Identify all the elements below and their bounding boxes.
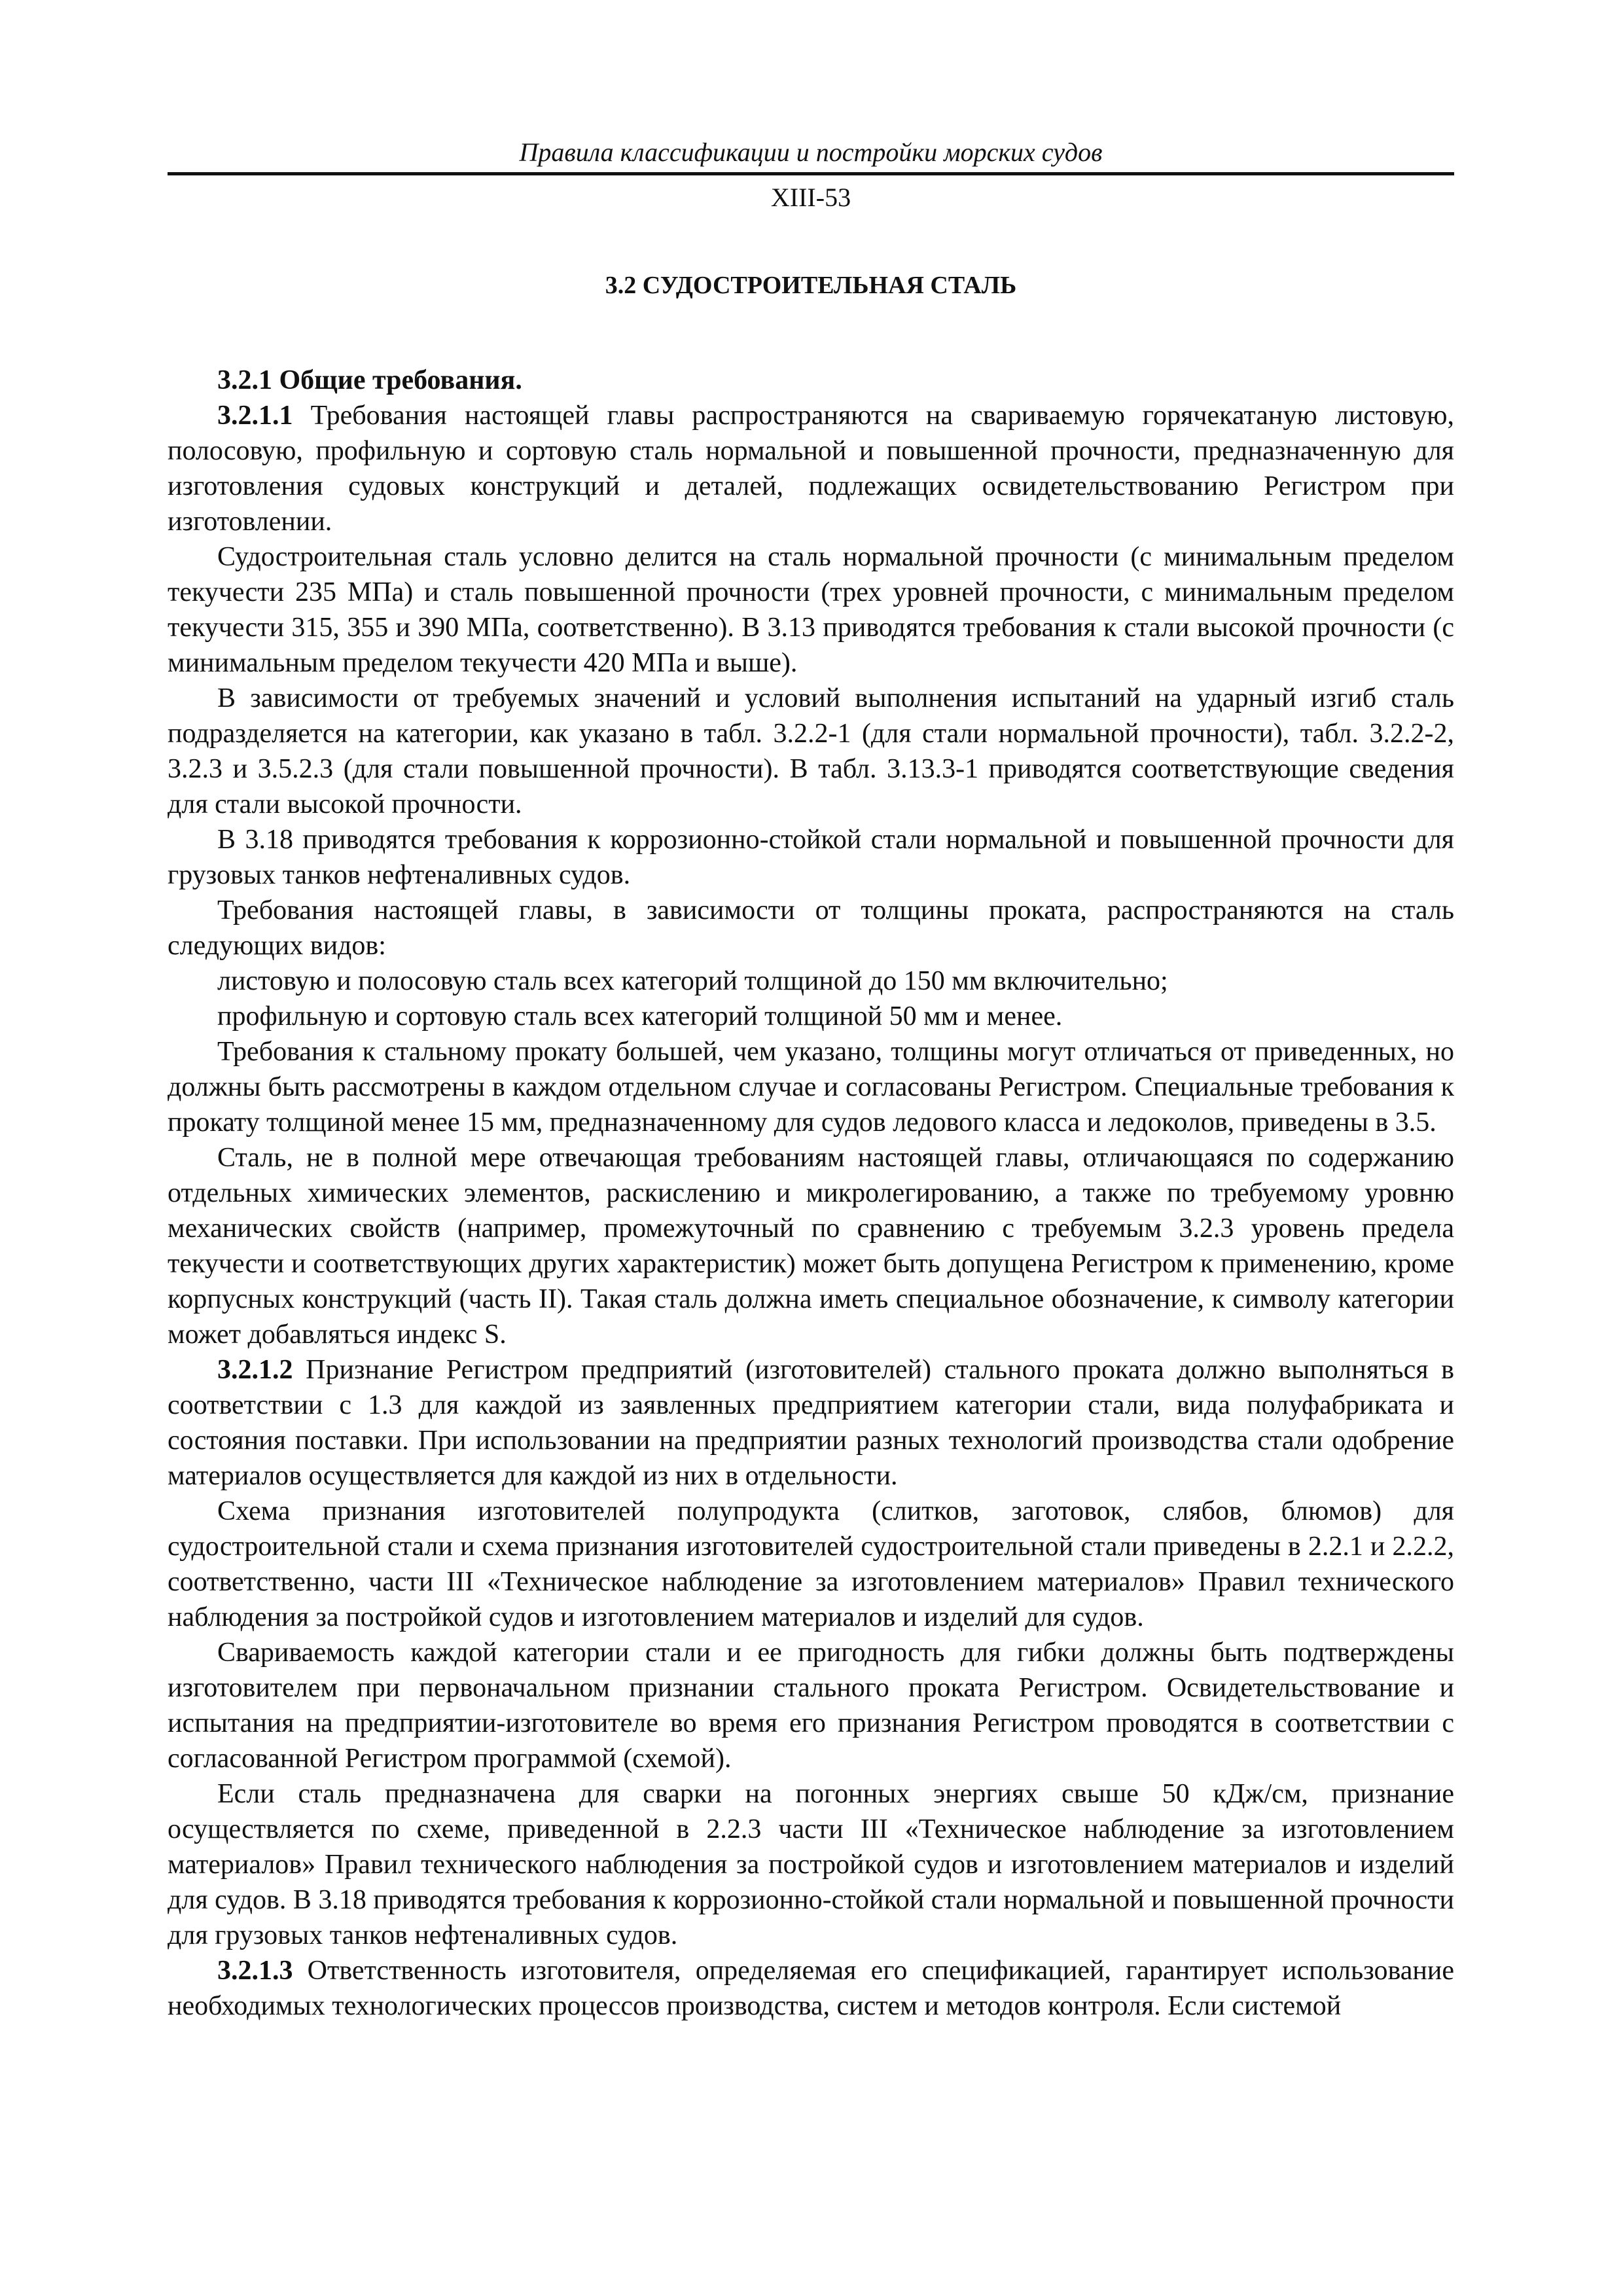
clause-number: 3.2.1.3: [217, 1956, 293, 1986]
clause-number: 3.2.1.2: [217, 1355, 293, 1385]
paragraph: Схема признания изготовителей полупродукта (слитков, заготовок, слябов, блюмов) для судостроительной стали и схема признания изготовителей судостроительной стали приведены в 2.2.1 и 2.2.2, соответственно, части III «Техническое наблюдение за изготовлением материалов» Правил технического наблюдения за постройкой судов и изготовлением материалов и изделий для судов.: [168, 1496, 1454, 1632]
paragraph: Сталь, не в полной мере отвечающая требованиям настоящей главы, отличающаяся по содержанию отдельных химических элементов, раскислению и микролегированию, а также по требуемому уровню механических свойств (например, промежуточный по сравнению с требуемым 3.2.3 уровень предела текучести и соответствующих других характеристик) может быть допущена Регистром к применению, кроме корпусных конструкций (часть II). Такая сталь должна иметь специальное обозначение, к символу категории может добавляться индекс S.: [168, 1143, 1454, 1350]
page-number: XIII-53: [770, 183, 851, 212]
paragraph: [168, 1352, 1454, 1494]
document-page: [168, 134, 1454, 2024]
header-rule: [168, 172, 1454, 175]
paragraph-text: Требования настоящей главы распространяются на свариваемую горячекатаную листовую, полосовую, профильную и сортовую сталь нормальной и повышенной прочности, предназначенную для изготовления судовых конструкций и деталей, подлежащих освидетельствованию Регистром при изготовлении.: [168, 401, 1454, 537]
running-header: Правила классификации и постройки морских судов: [519, 137, 1103, 167]
paragraph: Требования к стальному прокату большей, чем указано, толщины могут отличаться от приведенных, но должны быть рассмотрены в каждом отдельном случае и согласованы Регистром. Специальные требования к прокату толщиной менее 15 мм, предназначенному для судов ледового класса и ледоколов, приведены в 3.5.: [168, 1037, 1454, 1138]
paragraph: Требования настоящей главы, в зависимости от толщины проката, распространяются на сталь следующих видов:: [168, 895, 1454, 961]
paragraph: В 3.18 приводятся требования к коррозионно-стойкой стали нормальной и повышенной прочности для грузовых танков нефтеналивных судов.: [168, 825, 1454, 890]
paragraph: [168, 1953, 1454, 2024]
paragraph: [168, 398, 1454, 539]
paragraph: Если сталь предназначена для сварки на погонных энергиях свыше 50 кДж/см, признание осуществляется по схеме, приведенной в 2.2.3 части III «Техническое наблюдение за изготовлением материалов» Правил технического наблюдения за постройкой судов и изготовлением материалов и изделий для судов. В 3.18 приводятся требования к коррозионно-стойкой стали нормальной и повышенной прочности для грузовых танков нефтеналивных судов.: [168, 1779, 1454, 1950]
paragraph: Свариваемость каждой категории стали и ее пригодность для гибки должны быть подтверждены изготовителем при первоначальном признании стального проката Регистром. Освидетельствование и испытания на предприятии-изготовителе во время его признания Регистром проводятся в соответствии с согласованной Регистром программой (схемой).: [168, 1638, 1454, 1774]
subsection-title: 3.2.1 Общие требования.: [217, 365, 522, 395]
body-text: [168, 363, 1454, 2024]
list-item: листовую и полосовую сталь всех категорий толщиной до 150 мм включительно;: [217, 966, 1168, 996]
clause-number: 3.2.1.1: [217, 401, 293, 431]
section-heading: 3.2 СУДОСТРОИТЕЛЬНАЯ СТАЛЬ: [605, 272, 1017, 299]
paragraph: Судостроительная сталь условно делится на сталь нормальной прочности (с минимальным пределом текучести 235 МПа) и сталь повышенной прочности (трех уровней прочности, с минимальным пределом текучести 315, 355 и 390 МПа, соответственно). В 3.13 приводятся требования к стали высокой прочности (с минимальным пределом текучести 420 МПа и выше).: [168, 542, 1454, 678]
paragraph-text: Ответственность изготовителя, определяемая его спецификацией, гарантирует использование необходимых технологических процессов производства, систем и методов контроля. Если системой: [168, 1956, 1454, 2021]
subsection-heading: [168, 363, 1454, 398]
list-item: профильную и сортовую сталь всех категорий толщиной 50 мм и менее.: [217, 1001, 1063, 1031]
paragraph-text: Признание Регистром предприятий (изготовителей) стального проката должно выполняться в соответствии с 1.3 для каждой из заявленных предприятием категории стали, вида полуфабриката и состояния поставки. При использовании на предприятии разных технологий производства стали одобрение материалов осуществляется для каждой из них в отдельности.: [168, 1355, 1454, 1491]
paragraph: В зависимости от требуемых значений и условий выполнения испытаний на ударный изгиб сталь подразделяется на категории, как указано в табл. 3.2.2-1 (для стали нормальной прочности), табл. 3.2.2-2, 3.2.3 и 3.5.2.3 (для стали повышенной прочности). В табл. 3.13.3-1 приводятся соответствующие сведения для стали высокой прочности.: [168, 683, 1454, 819]
